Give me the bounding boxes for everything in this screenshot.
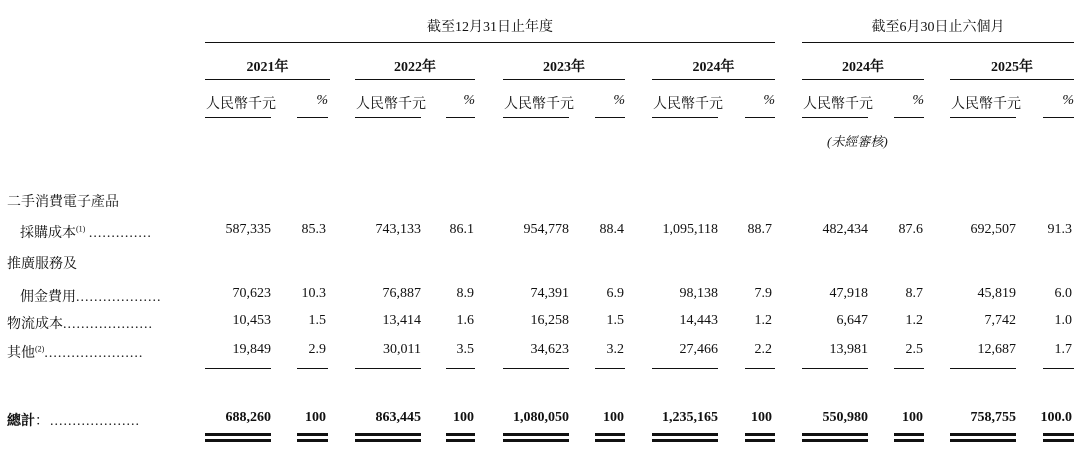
table-cell-logistics: 14,443 <box>679 313 718 328</box>
row-label-text: 物流成本 <box>7 317 63 332</box>
table-cell-total: 100 <box>305 410 326 425</box>
subtotal-rule <box>802 368 868 369</box>
total-double-rule <box>1043 433 1074 442</box>
table-cell-logistics: 6,647 <box>836 313 868 328</box>
table-cell-total: 100 <box>751 410 772 425</box>
total-double-rule <box>652 433 718 442</box>
table-cell-procurement: 86.1 <box>449 222 474 237</box>
pct-rule <box>595 117 625 118</box>
table-cell-others: 34,623 <box>530 342 569 357</box>
table-cell-total: 100 <box>902 410 923 425</box>
table-cell-commission: 8.9 <box>456 286 474 301</box>
total-double-rule <box>802 433 868 442</box>
footnote-marker: (1) <box>76 224 86 234</box>
unit-rule <box>950 117 1016 118</box>
table-cell-commission: 70,623 <box>232 286 271 301</box>
table-cell-others: 2.9 <box>308 342 326 357</box>
table-cell-logistics: 1.2 <box>905 313 923 328</box>
unit-header: 人民幣千元 <box>803 97 873 112</box>
table-cell-others: 2.5 <box>905 342 923 357</box>
group-header-year-end-rule <box>205 42 775 43</box>
table-cell-commission: 8.7 <box>905 286 923 301</box>
table-cell-others: 12,687 <box>977 342 1016 357</box>
table-cell-logistics: 1.5 <box>606 313 624 328</box>
table-cell-procurement: 692,507 <box>970 222 1016 237</box>
total-double-rule <box>950 433 1016 442</box>
table-cell-total: 1,080,050 <box>513 410 569 425</box>
year-header-2023: 2023年 <box>543 60 585 75</box>
group-header-half-year-rule <box>802 42 1074 43</box>
total-double-rule <box>894 433 924 442</box>
row-label-commission <box>20 286 162 306</box>
table-cell-others: 30,011 <box>383 342 421 357</box>
footnote-marker: (2) <box>35 344 45 354</box>
pct-header: % <box>316 93 328 108</box>
row-label-text: 總計 <box>7 414 35 429</box>
table-cell-commission: 47,918 <box>829 286 868 301</box>
pct-rule <box>446 117 475 118</box>
table-cell-total: 550,980 <box>822 410 868 425</box>
table-cell-others: 3.5 <box>456 342 474 357</box>
pct-header: % <box>463 93 475 108</box>
subtotal-rule <box>446 368 475 369</box>
pct-header: % <box>613 93 625 108</box>
table-cell-total: 100 <box>453 410 474 425</box>
category-heading: 二手消費電子產品 <box>7 195 119 210</box>
subtotal-rule <box>297 368 328 369</box>
table-cell-procurement: 1,095,118 <box>662 222 718 237</box>
unit-header: 人民幣千元 <box>653 97 723 112</box>
row-label-others <box>7 342 143 362</box>
table-cell-total: 688,260 <box>225 410 271 425</box>
subtotal-rule <box>652 368 718 369</box>
year-rule-2024-h1 <box>802 79 924 80</box>
table-cell-commission: 7.9 <box>754 286 772 301</box>
table-cell-logistics: 1.6 <box>456 313 474 328</box>
subtotal-rule <box>950 368 1016 369</box>
table-cell-others: 19,849 <box>232 342 271 357</box>
table-cell-total: 1,235,165 <box>662 410 718 425</box>
table-cell-total: 758,755 <box>970 410 1016 425</box>
row-label-procurement <box>20 222 152 242</box>
table-cell-procurement: 954,778 <box>523 222 569 237</box>
table-cell-logistics: 7,742 <box>984 313 1016 328</box>
table-cell-commission: 10.3 <box>301 286 326 301</box>
row-label-text: 其他 <box>7 346 35 361</box>
table-cell-commission: 74,391 <box>530 286 569 301</box>
total-double-rule <box>446 433 475 442</box>
unit-header: 人民幣千元 <box>206 97 276 112</box>
total-double-rule <box>355 433 421 442</box>
table-cell-procurement: 482,434 <box>822 222 868 237</box>
table-cell-logistics: 10,453 <box>232 313 271 328</box>
year-header-2024: 2024年 <box>692 60 735 75</box>
pct-header: % <box>1062 93 1074 108</box>
leader-dots: ...................... <box>44 346 144 361</box>
leader-dots: ：.................... <box>35 414 140 429</box>
year-header-2021: 2021年 <box>246 60 289 75</box>
table-cell-logistics: 16,258 <box>530 313 569 328</box>
subtotal-rule <box>894 368 924 369</box>
pct-header: % <box>763 93 775 108</box>
year-header-2022: 2022年 <box>394 60 436 75</box>
unit-header: 人民幣千元 <box>356 97 426 112</box>
table-cell-procurement: 587,335 <box>225 222 271 237</box>
group-header-half-year: 截至6月30日止六個月 <box>871 20 1005 35</box>
total-double-rule <box>745 433 775 442</box>
year-rule-2025-h1 <box>950 79 1074 80</box>
total-double-rule <box>205 433 271 442</box>
year-header-2024-h1: 2024年 <box>842 60 884 75</box>
table-cell-logistics: 13,414 <box>382 313 421 328</box>
table-cell-total: 100 <box>603 410 624 425</box>
table-cell-logistics: 1.2 <box>754 313 772 328</box>
table-cell-others: 3.2 <box>606 342 624 357</box>
total-double-rule <box>595 433 625 442</box>
unit-header: 人民幣千元 <box>504 97 574 112</box>
pct-rule <box>1043 117 1074 118</box>
pct-rule <box>894 117 924 118</box>
subtotal-rule <box>355 368 421 369</box>
table-cell-total: 100.0 <box>1040 410 1072 425</box>
table-cell-procurement: 85.3 <box>301 222 326 237</box>
year-rule-2023 <box>503 79 625 80</box>
table-cell-commission: 6.9 <box>606 286 624 301</box>
table-cell-others: 13,981 <box>829 342 868 357</box>
subtotal-rule <box>205 368 271 369</box>
pct-header: % <box>912 93 924 108</box>
group-header-year-end: 截至12月31日止年度 <box>427 20 553 35</box>
subtotal-rule <box>503 368 569 369</box>
table-cell-commission: 45,819 <box>977 286 1016 301</box>
promotion-heading: 推廣服務及 <box>7 257 77 272</box>
table-cell-procurement: 88.7 <box>747 222 772 237</box>
total-double-rule <box>503 433 569 442</box>
subtotal-rule <box>745 368 775 369</box>
table-cell-logistics: 1.5 <box>308 313 326 328</box>
row-label-total <box>7 410 140 430</box>
year-rule-2024 <box>652 79 775 80</box>
table-cell-procurement: 87.6 <box>898 222 923 237</box>
unit-header: 人民幣千元 <box>951 97 1021 112</box>
total-double-rule <box>297 433 328 442</box>
table-cell-others: 27,466 <box>679 342 718 357</box>
table-cell-procurement: 91.3 <box>1047 222 1072 237</box>
table-cell-others: 1.7 <box>1054 342 1072 357</box>
table-cell-commission: 6.0 <box>1054 286 1072 301</box>
row-label-logistics <box>7 313 153 333</box>
unit-rule <box>652 117 718 118</box>
year-header-2025-h1: 2025年 <box>991 60 1033 75</box>
subtotal-rule <box>1043 368 1074 369</box>
table-cell-logistics: 1.0 <box>1054 313 1072 328</box>
table-cell-others: 2.2 <box>754 342 772 357</box>
pct-rule <box>745 117 775 118</box>
table-cell-procurement: 743,133 <box>375 222 421 237</box>
unit-rule <box>205 117 271 118</box>
subtotal-rule <box>595 368 625 369</box>
leader-dots: .............. <box>88 226 152 241</box>
unit-rule <box>503 117 569 118</box>
leader-dots: ................... <box>76 290 162 305</box>
row-label-text: 佣金費用 <box>20 290 76 305</box>
unaudited-note: (未經審核) <box>827 134 888 149</box>
pct-rule <box>297 117 328 118</box>
table-cell-commission: 76,887 <box>382 286 421 301</box>
year-rule-2021 <box>205 79 330 80</box>
table-cell-commission: 98,138 <box>679 286 718 301</box>
unit-rule <box>802 117 868 118</box>
unit-rule <box>355 117 421 118</box>
row-label-text: 採購成本 <box>20 226 76 241</box>
leader-dots: .................... <box>63 317 153 332</box>
table-cell-total: 863,445 <box>375 410 421 425</box>
table-cell-procurement: 88.4 <box>599 222 624 237</box>
year-rule-2022 <box>355 79 475 80</box>
